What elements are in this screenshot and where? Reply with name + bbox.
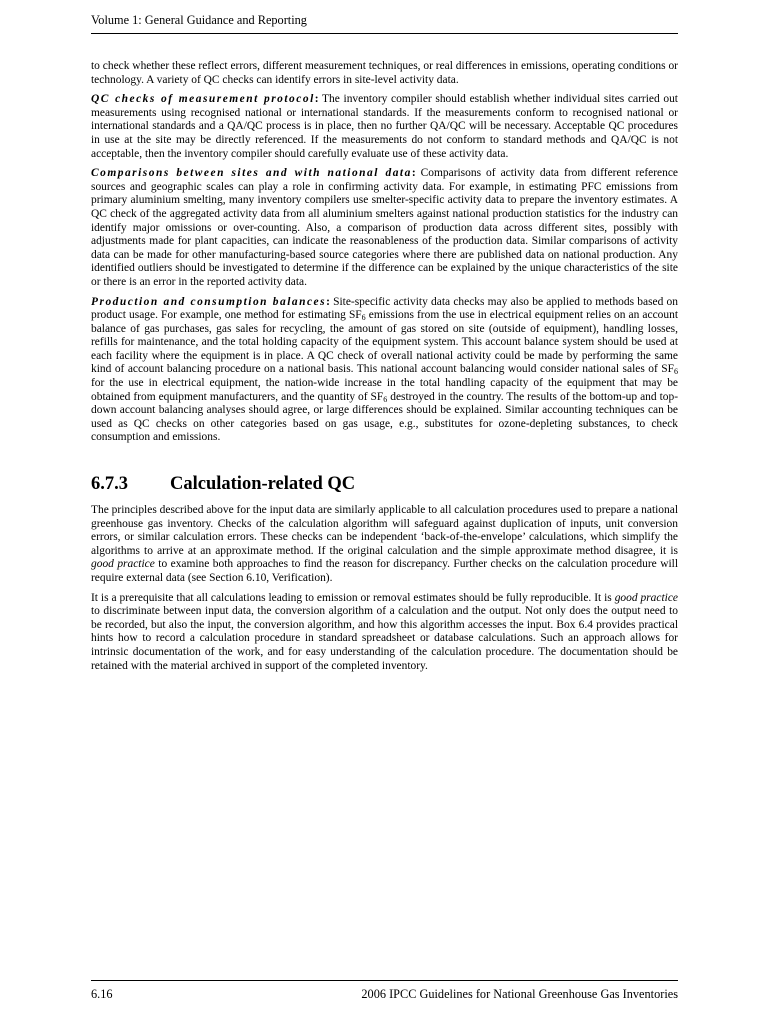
runin-colon: : <box>314 93 319 106</box>
page-number: 6.16 <box>91 987 113 1001</box>
running-footer <box>91 980 678 1002</box>
running-header <box>91 12 678 34</box>
sf6-subscript: 6 <box>674 367 678 377</box>
page-body <box>91 60 678 679</box>
section-number: 6.7.3 <box>91 474 128 495</box>
para2-text-a: It is a prerequisite that all calculations leading to emission or removal estimates should be fully reproducible. It is <box>91 591 615 604</box>
intro-paragraph <box>91 60 678 87</box>
production-text-b: emissions from the use in electrical equipment relies on an account balance of gas purchases, gas sales for recycling, the amount of gas stored on site (outside of equipment), handling losses, refills for maintenance, and the total holding capacity of the equipment system. This account balance system should be used at each facility where the equipment is in place. A QC check of overall national activity could be made by performing the same kind of account balancing procedure on a national basis. This national account balancing would consider national sales of SF <box>91 309 678 376</box>
good-practice-emphasis: good practice <box>614 591 678 604</box>
section-heading <box>91 473 678 495</box>
comparisons-heading: Comparisons between sites and with national data <box>91 167 412 180</box>
measurement-protocol-text: The inventory compiler should establish whether individual sites carried out measurements using recognised national or international standards. If the measurements conform to recognised national or international standards and a QA/QC process is in place, then no further QA/QC will be necessary. Acceptable QC procedures in use at the site may be directly referenced. If the measurements do not conform to standard methods and QA/QC is not acceptable, then the inventory compiler should carefully evaluate use of these activity data. <box>91 93 678 160</box>
sf6-subscript: 6 <box>383 394 388 404</box>
calculation-paragraph-2 <box>91 592 678 674</box>
calculation-paragraph-1 <box>91 504 678 586</box>
sf6-subscript: 6 <box>361 313 366 323</box>
measurement-protocol-paragraph <box>91 93 678 161</box>
runin-colon: : <box>326 295 330 308</box>
comparisons-paragraph <box>91 167 678 289</box>
good-practice-emphasis: good practice <box>91 558 155 571</box>
section-title: Calculation-related QC <box>170 474 356 495</box>
publication-title: 2006 IPCC Guidelines for National Greenhouse Gas Inventories <box>361 987 678 1001</box>
runin-colon: : <box>411 167 416 180</box>
header-title: Volume 1: General Guidance and Reporting <box>91 13 307 27</box>
para1-text-b: to examine both approaches to find the reason for discrepancy. Further checks on the calculation procedure will require external data (see Section 6.10, Verification). <box>91 558 678 584</box>
production-heading: Production and consumption balances <box>91 295 327 308</box>
production-text-c: for the use in electrical equipment, the nation-wide increase in the total handling capacity of the equipment that may be obtained from equipment manufacturers, and the quantity of SF <box>91 377 678 403</box>
comparisons-text: Comparisons of activity data from different reference sources and geographic scales can play a role in confirming activity data. For example, in estimating PFC emissions from primary aluminium smelting, many inventory compilers use smelter-specific activity data to prepare the inventory estimates. A QC check of the aggregated activity data from all aluminium smelters against national production statistics for the industry can identify major omissions or over-counting. Also, a comparison of production data across different sites, possibly with adjustments made for plant capacities, can indicate the reasonableness of the production data. Similar comparisons of activity data can be made for other manufacturing-based source categories where there are published data on national production. Any identified outliers should be investigated to determine if the difference can be explained by the unique characteristics of the site or there is an error in the reported activity data. <box>91 167 678 288</box>
production-paragraph <box>91 296 678 446</box>
para2-text-b: to discriminate between input data, the conversion algorithm of a calculation and the output. Not only does the output need to be recorded, but also the input, the conversion algorithm, and how this algorithm accesses the input. Box 6.4 provides practical hints how to record a calculation procedure in standard spreadsheet or database calculations. Such an approach allows for intrinsic documentation of the work, and for easy understanding of the calculation procedure. The documentation should be retained with the material archived in support of the completed inventory. <box>91 605 678 672</box>
measurement-protocol-heading: QC checks of measurement protocol <box>91 93 315 106</box>
para1-text-a: The principles described above for the input data are similarly applicable to all calculation procedures used to prepare a national greenhouse gas inventory. Checks of the calculation algorithm will safeguard against duplication of inputs, unit conversion errors, or similar calculation errors. These checks can be independent ‘back-of-the-envelope’ calculations, which simplify the algorithms to arrive at an approximate method. If the original calculation and the simple approximate method disagree, it is <box>91 504 678 557</box>
production-text-a: Site-specific activity data checks may also be applied to methods based on product usage. For example, one method for estimating SF <box>91 295 678 322</box>
production-text-d: destroyed in the country. The results of the bottom-up and top-down account balancing analyses should agree, or large differences should be explained. Similar accounting techniques can be used as QC checks on other categories based on gas usage, e.g., substitutes for ozone-depleting substances, to check consumption and emissions. <box>91 390 679 444</box>
intro-text: to check whether these reflect errors, different measurement techniques, or real differences in emissions, operating conditions or technology. A variety of QC checks can identify errors in site-level activity data. <box>91 60 678 86</box>
